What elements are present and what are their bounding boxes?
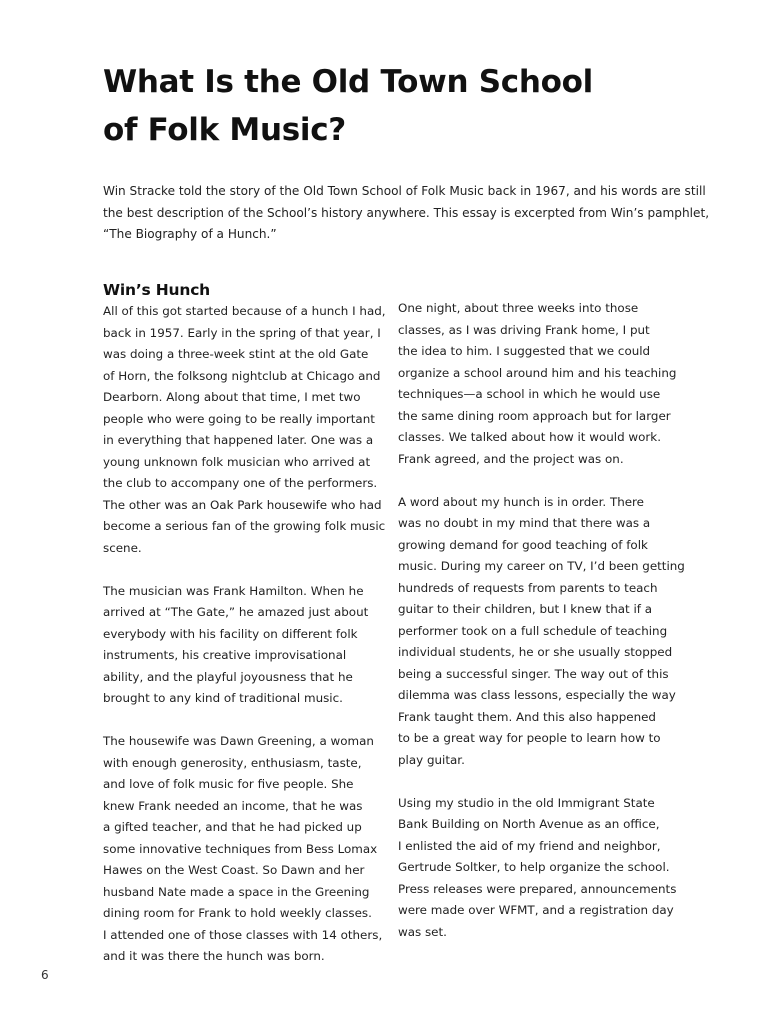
body-paragraph xyxy=(103,731,388,968)
body-line: I enlisted the aid of my friend and neighbor, xyxy=(398,838,661,853)
body-line: the idea to him. I suggested that we could xyxy=(398,344,651,358)
body-line: The musician was Frank Hamilton. When he xyxy=(103,583,364,598)
body-line: everybody with his facility on different folk xyxy=(103,626,358,641)
intro-line: the best description of the School’s history anywhere. This essay is excerpted from Win’s pamphlet, xyxy=(103,205,710,220)
left-column-body xyxy=(103,301,388,968)
body-paragraph xyxy=(398,793,683,944)
body-line: being a successful singer. The way out of this xyxy=(398,666,669,681)
body-line: to be a great way for people to learn how to xyxy=(398,731,661,745)
body-line: performer took on a full schedule of teaching xyxy=(398,623,668,638)
body-line: with enough generosity, enthusiasm, taste, xyxy=(103,755,362,770)
body-line: the club to accompany one of the performers. xyxy=(103,476,378,490)
body-line: a gifted teacher, and that he had picked up xyxy=(103,820,362,834)
body-line: was set. xyxy=(398,924,447,939)
body-line: was doing a three-week stint at the old Gate xyxy=(103,347,369,361)
body-line: of Horn, the folksong nightclub at Chicago and xyxy=(103,368,381,383)
body-line: Hawes on the West Coast. So Dawn and her xyxy=(103,863,365,877)
body-line: music. During my career on TV, I’d been getting xyxy=(398,559,685,573)
page-title-line: What Is the Old Town School xyxy=(103,64,593,100)
body-line: Bank Building on North Avenue as an office, xyxy=(398,817,660,831)
body-line: knew Frank needed an income, that he was xyxy=(103,798,363,813)
body-line: husband Nate made a space in the Greening xyxy=(103,884,370,899)
section-heading: Win’s Hunch xyxy=(103,281,211,299)
right-column-body xyxy=(398,298,683,943)
body-line: Press releases were prepared, announcements xyxy=(398,881,677,896)
body-line: back in 1957. Early in the spring of that year, I xyxy=(103,325,381,340)
body-paragraph xyxy=(398,492,683,772)
body-line: instruments, his creative improvisational xyxy=(103,648,347,662)
body-line: people who were going to be really important xyxy=(103,411,375,426)
body-line: A word about my hunch is in order. There xyxy=(398,494,644,509)
body-line: guitar to their children, but I knew that if a xyxy=(398,602,653,616)
intro-line: “The Biography of a Hunch.” xyxy=(103,227,277,241)
body-line: Gertrude Soltker, to help organize the school. xyxy=(398,860,670,874)
page-number: 6 xyxy=(41,968,49,982)
intro-line: Win Stracke told the story of the Old Town School of Folk Music back in 1967, and his words are still xyxy=(103,184,706,198)
body-line: and love of folk music for five people. She xyxy=(103,777,354,791)
body-line: play guitar. xyxy=(398,752,465,767)
body-line: young unknown folk musician who arrived at xyxy=(103,454,371,469)
body-paragraph xyxy=(103,581,388,710)
body-line: dilemma was class lessons, especially the way xyxy=(398,688,676,702)
body-line: classes, as I was driving Frank home, I put xyxy=(398,322,650,337)
body-line: brought to any kind of traditional music. xyxy=(103,691,343,705)
right-column xyxy=(398,298,683,943)
body-line: I attended one of those classes with 14 others, xyxy=(103,927,383,942)
body-line: All of this got started because of a hunch I had, xyxy=(103,304,386,318)
body-line: and it was there the hunch was born. xyxy=(103,949,325,963)
body-line: were made over WFMT, and a registration day xyxy=(398,903,674,917)
body-paragraph xyxy=(398,298,683,470)
body-line: The housewife was Dawn Greening, a woman xyxy=(103,734,374,748)
body-line: Frank agreed, and the project was on. xyxy=(398,451,624,466)
body-line: individual students, he or she usually stopped xyxy=(398,645,673,659)
body-line: scene. xyxy=(103,540,142,555)
body-line: in everything that happened later. One was a xyxy=(103,433,374,447)
body-line: dining room for Frank to hold weekly classes. xyxy=(103,906,372,920)
body-line: hundreds of requests from parents to teach xyxy=(398,580,658,595)
left-column xyxy=(103,279,388,968)
body-line: Using my studio in the old Immigrant State xyxy=(398,795,655,810)
page-title-line: of Folk Music? xyxy=(103,112,346,148)
page-title xyxy=(103,58,663,154)
body-line: become a serious fan of the growing folk music xyxy=(103,519,386,533)
body-line: arrived at “The Gate,” he amazed just about xyxy=(103,605,369,619)
body-line: was no doubt in my mind that there was a xyxy=(398,516,651,530)
body-line: Dearborn. Along about that time, I met two xyxy=(103,390,361,404)
body-line: Frank taught them. And this also happened xyxy=(398,709,656,724)
body-line: the same dining room approach but for larger xyxy=(398,408,671,423)
body-line: some innovative techniques from Bess Lomax xyxy=(103,841,378,856)
body-line: growing demand for good teaching of folk xyxy=(398,537,648,552)
body-line: classes. We talked about how it would work. xyxy=(398,430,661,444)
body-line: techniques—a school in which he would use xyxy=(398,387,661,401)
body-line: ability, and the playful joyousness that he xyxy=(103,669,353,684)
body-line: One night, about three weeks into those xyxy=(398,301,639,315)
body-line: The other was an Oak Park housewife who had xyxy=(103,497,382,512)
intro-paragraph xyxy=(103,181,710,246)
body-line: organize a school around him and his teaching xyxy=(398,365,677,380)
body-paragraph xyxy=(103,301,388,559)
